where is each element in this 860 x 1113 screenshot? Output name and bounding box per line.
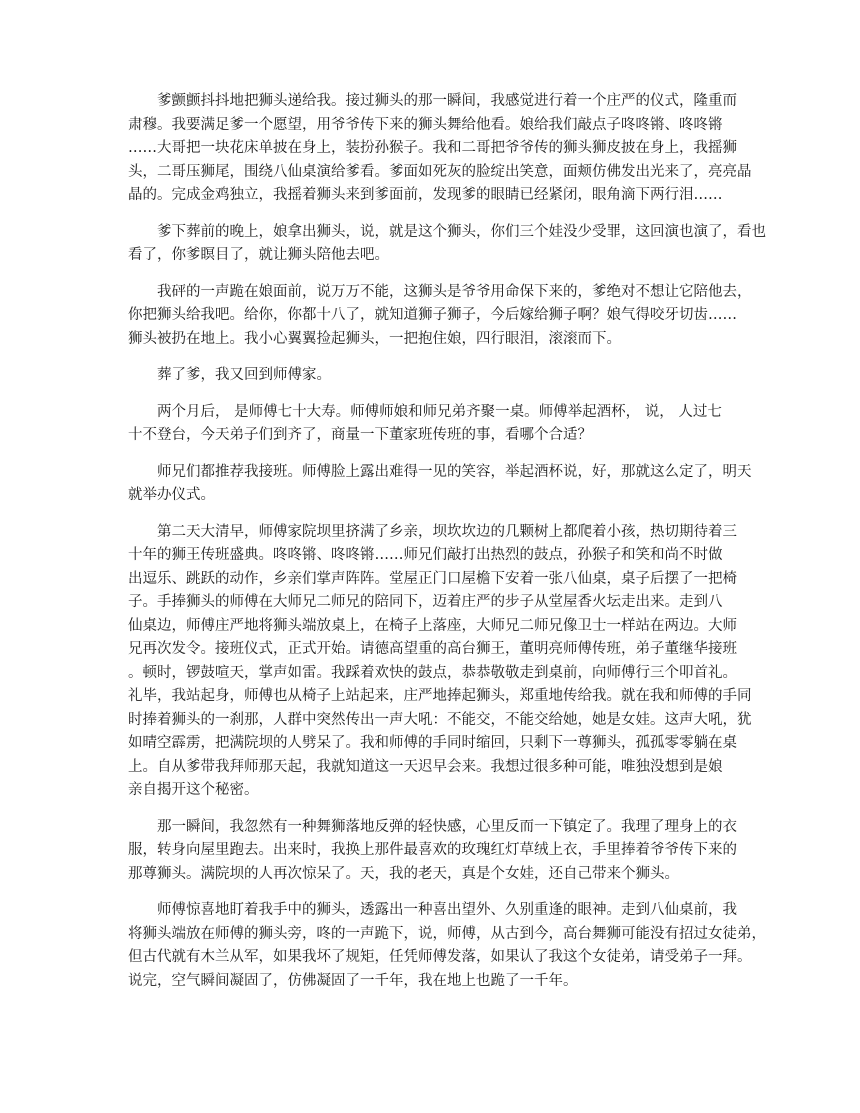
paragraph-line: 葬了爹，我又回到师傅家。 bbox=[157, 367, 331, 383]
paragraph-line: 就举办仪式。 bbox=[128, 487, 215, 503]
paragraph bbox=[128, 90, 752, 208]
story-text bbox=[128, 90, 766, 993]
paragraph-line: 那尊狮头。满院坝的人再次惊呆了。天，我的老天，真是个女娃，还自己带来个狮头。 bbox=[128, 865, 679, 882]
paragraph-line: 上。自从爹带我拜师那天起，我就知道这一天迟早会来。我想过很多种可能，唯独没想到是娘 bbox=[128, 758, 723, 775]
paragraph-line: 。顿时，锣鼓喧天，掌声如雷。我踩着欢快的鼓点，恭恭敬敬走到桌前，向师傅行三个叩首礼。 bbox=[128, 664, 737, 681]
paragraph-line: 师傅惊喜地盯着我手中的狮头，透露出一种喜出望外、久别重逢的眼神。走到八仙桌前，我 bbox=[157, 902, 737, 918]
paragraph bbox=[128, 899, 766, 993]
paragraph-line: 十年的狮王传班盛典。咚咚锵、咚咚锵……师兄们敲打出热烈的鼓点，孙猴子和笑和尚不时做 bbox=[128, 547, 723, 563]
paragraph-line: 第二天大清早，师傅家院坝里挤满了乡亲，坝坎坎边的几颗树上都爬着小孩，热切期待着三 bbox=[157, 523, 737, 540]
paragraph-line: 礼毕，我站起身，师傅也从椅子上站起来，庄严地捧起狮头，郑重地传给我。就在我和师傅的手同 bbox=[128, 688, 752, 704]
paragraph-line: 服，转身向屋里跑去。出来时，我换上那件最喜欢的玫瑰红灯草绒上衣，手里捧着爷爷传下来的 bbox=[128, 842, 737, 858]
paragraph-line: 但古代就有木兰从军，如果我坏了规矩，任凭师傅发落，如果认了我这个女徒弟，请受弟子一拜。 bbox=[128, 949, 752, 965]
paragraph-line: 兄再次发令。接班仪式，正式开始。请德高望重的高台狮王，董明亮师傅传班，弟子董继华接班 bbox=[128, 641, 737, 657]
paragraph-line: 时捧着狮头的一刹那，人群中突然传出一声大吼：不能交，不能交给她，她是女娃。这声大吼，犹 bbox=[128, 711, 752, 728]
paragraph-line: 肃穆。我要满足爹一个愿望，用爷爷传下来的狮头舞给他看。娘给我们敲点子咚咚锵、咚咚锵 bbox=[128, 116, 723, 133]
paragraph-line: 爹下葬前的晚上，娘拿出狮头，说，就是这个狮头，你们三个娃没少受罪，这回演也演了，看也 bbox=[157, 223, 766, 240]
paragraph bbox=[128, 521, 752, 803]
paragraph-line: 看了，你爹瞑目了，就让狮头陪他去吧。 bbox=[128, 247, 389, 263]
paragraph-line: 狮头被扔在地上。我小心翼翼捡起狮头，一把抱住娘，四行眼泪，滚滚而下。 bbox=[128, 330, 621, 347]
paragraph-line: 我砰的一声跪在娘面前，说万万不能，这狮头是爷爷用命保下来的，爹绝对不想让它陪他去， bbox=[157, 283, 752, 300]
paragraph-line: 两个月后， 是师傅七十大寿。师傅师娘和师兄弟齐聚一桌。师傅举起酒杯， 说， 人过七 bbox=[157, 403, 722, 420]
paragraph-line: 如晴空霹雳，把满院坝的人劈呆了。我和师傅的手同时缩回，只剩下一尊狮头，孤孤零零躺在桌 bbox=[128, 735, 737, 751]
paragraph-line: 子。手捧狮头的师傅在大师兄二师兄的陪同下，迈着庄严的步子从堂屋香火坛走出来。走到八 bbox=[128, 594, 723, 610]
paragraph-line: 那一瞬间，我忽然有一种舞狮落地反弹的轻快感，心里反而一下镇定了。我理了理身上的衣 bbox=[157, 818, 737, 835]
paragraph bbox=[128, 221, 766, 268]
paragraph-line: 仙桌边，师傅庄严地将狮头端放桌上，在椅子上落座，大师兄二师兄像卫士一样站在两边。大师 bbox=[128, 617, 737, 634]
paragraph bbox=[128, 401, 745, 448]
paragraph-line: 亲自揭开这个秘密。 bbox=[128, 782, 259, 798]
paragraph-line: 十不登台，今天弟子们到齐了，商量一下董家班传班的事，看哪个合适？ bbox=[128, 427, 592, 443]
paragraph-line: 出逗乐、跳跃的动作，乡亲们掌声阵阵。堂屋正门口屋檐下安着一张八仙桌，桌子后摆了一把椅 bbox=[128, 570, 737, 587]
paragraph-line: 师兄们都推荐我接班。师傅脸上露出难得一见的笑容，举起酒杯说，好，那就这么定了，明天 bbox=[157, 463, 752, 480]
paragraph-line: 爹颤颤抖抖地把狮头递给我。接过狮头的那一瞬间，我感觉进行着一个庄严的仪式，隆重而 bbox=[157, 93, 737, 109]
paragraph-line: 将狮头端放在师傅的狮头旁，咚的一声跪下，说，师傅，从古到今，高台舞狮可能没有招过女徒弟， bbox=[128, 925, 766, 942]
paragraph-line: 头，二哥压狮尾，围绕八仙桌演给爹看。爹面如死灰的脸绽出笑意，面颊仿佛发出光来了，亮亮晶 bbox=[128, 163, 752, 180]
paragraph bbox=[128, 816, 745, 887]
paragraph bbox=[128, 364, 745, 388]
paragraph bbox=[128, 461, 752, 508]
paragraph-line: 说完，空气瞬间凝固了，仿佛凝固了一千年，我在地上也跪了一千年。 bbox=[128, 972, 578, 989]
paragraph-line: 你把狮头给我吧。给你，你都十八了，就知道狮子狮子，今后嫁给狮子啊？娘气得咬牙切齿…… bbox=[128, 307, 737, 323]
paragraph-line: ……大哥把一块花床单披在身上，装扮孙猴子。我和二哥把爷爷传的狮头狮皮披在身上，我摇狮 bbox=[128, 140, 737, 156]
paragraph bbox=[128, 281, 752, 352]
paragraph-line: 晶的。完成金鸡独立，我摇着狮头来到爹面前，发现爹的眼睛已经紧闭，眼角滴下两行泪…… bbox=[128, 187, 723, 203]
